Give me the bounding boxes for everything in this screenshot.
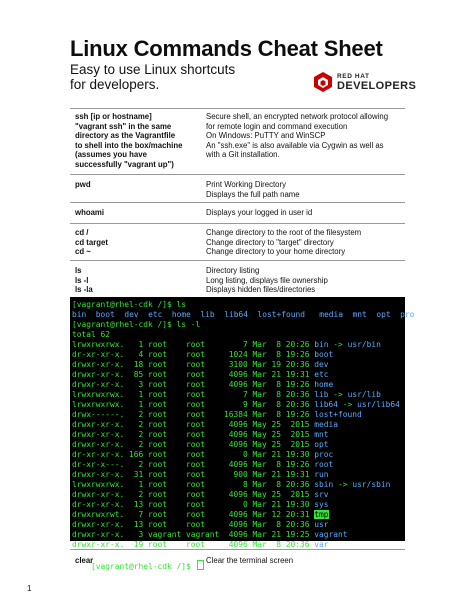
ls-long-entry: dr-xr-x---. 2 root root 4096 Mar 8 19:26 root bbox=[72, 460, 334, 469]
description-clear: Clear the terminal screen bbox=[206, 556, 294, 565]
ls-long-entry: drwxr-xr-x. 85 root root 4096 Mar 21 19:31 etc bbox=[72, 370, 329, 379]
page-title: Linux Commands Cheat Sheet bbox=[70, 36, 383, 61]
ls-long-entry: drwxr-xr-x. 2 root root 4096 May 25 2015 mnt bbox=[72, 430, 329, 439]
description-ls: Directory listing Long listing, displays file ownership Displays hidden files/directories bbox=[206, 266, 328, 294]
redhat-cube-icon bbox=[312, 71, 334, 93]
ls-output bbox=[72, 310, 424, 320]
terminal-prompt: [vagrant@rhel-cdk /]$ ls bbox=[72, 300, 187, 309]
divider bbox=[70, 223, 405, 224]
ls-long-entry: lrwxrwxrwx. 1 root root 7 Mar 8 20:36 lib -> usr/lib bbox=[72, 390, 381, 399]
ls-entry: home bbox=[171, 310, 191, 319]
ls-long-entry: drwx------. 2 root root 16384 Mar 8 19:26 lost+found bbox=[72, 410, 362, 419]
ls-entry: pro bbox=[400, 310, 415, 319]
ls-long-entry: drwxr-xr-x. 19 root root 4096 Mar 8 20:36 var bbox=[72, 540, 329, 549]
ls-long-entry: drwxr-xr-x. 3 vagrant vagrant 4096 Mar 21 19:25 vagrant bbox=[72, 530, 348, 539]
divider bbox=[70, 549, 405, 550]
ls-long-entry: lrwxrwxrwx. 1 root root 9 Mar 8 20:36 lib64 -> usr/lib64 bbox=[72, 400, 400, 409]
divider bbox=[70, 202, 405, 203]
ls-entry: lib64 bbox=[224, 310, 248, 319]
divider bbox=[70, 108, 405, 109]
ls-long-entry: lrwxrwxrwx. 1 root root 8 Mar 8 20:36 sbin -> usr/sbin bbox=[72, 480, 391, 489]
ls-entry: opt bbox=[376, 310, 391, 319]
ls-long-entry: dr-xr-xr-x. 4 root root 1024 Mar 8 19:26 boot bbox=[72, 350, 334, 359]
ls-long-entry: dr-xr-xr-x. 13 root root 0 Mar 21 19:30 sys bbox=[72, 500, 329, 509]
description-cd: Change directory to the root of the filesystem Change directory to "target" directory Change directory to your home directory bbox=[206, 228, 362, 256]
command-clear: clear bbox=[75, 556, 94, 565]
terminal-total: total 62 bbox=[72, 330, 111, 339]
subtitle-line: Easy to use Linux shortcuts bbox=[70, 62, 236, 77]
page-subtitle bbox=[70, 62, 270, 92]
description-pwd: Print Working Directory Displays the full path name bbox=[206, 180, 300, 199]
ls-entry: dev bbox=[124, 310, 139, 319]
command-ls: ls ls -l ls -la bbox=[75, 266, 93, 294]
divider bbox=[70, 174, 405, 175]
ls-long-entry: drwxr-xr-x. 2 root root 4096 May 25 2015 media bbox=[72, 420, 339, 429]
ls-entry: mnt bbox=[352, 310, 367, 319]
logo-line2: DEVELOPERS bbox=[337, 80, 417, 92]
ls-entry: bin bbox=[72, 310, 87, 319]
ls-long-entry: drwxr-xr-x. 18 root root 3100 Mar 19 20:36 dev bbox=[72, 360, 329, 369]
ls-long-entry: drwxr-xr-x. 2 root root 4096 May 25 2015 opt bbox=[72, 440, 329, 449]
ls-long-entry: drwxr-xr-x. 3 root root 4096 Mar 8 19:26 home bbox=[72, 380, 334, 389]
ls-long-entry: drwxr-xr-x. 31 root root 900 Mar 21 19:31 run bbox=[72, 470, 329, 479]
ls-entry: media bbox=[319, 310, 344, 319]
ls-entry: boot bbox=[95, 310, 115, 319]
logo-line1: RED HAT bbox=[337, 73, 370, 80]
ls-entry: etc bbox=[148, 310, 163, 319]
ls-long-entry: drwxr-xr-x. 2 root root 4096 May 25 2015 srv bbox=[72, 490, 329, 499]
ls-entry: lost+found bbox=[257, 310, 305, 319]
terminal-prompt-final: [vagrant@rhel-cdk /]$ bbox=[72, 550, 204, 582]
ls-long-entry: dr-xr-xr-x. 166 root root 0 Mar 21 19:30 proc bbox=[72, 450, 334, 459]
redhat-developers-logo bbox=[312, 71, 417, 97]
command-cd: cd / cd target cd ~ bbox=[75, 228, 108, 256]
command-pwd: pwd bbox=[75, 180, 91, 189]
command-ssh: ssh [ip or hostname] "vagrant ssh" in the same directory as the Vagrantfile to shell into the box/machine (assumes you have successfully "vagrant up") bbox=[75, 112, 183, 169]
subtitle-line: for developers. bbox=[70, 77, 160, 92]
ls-entry: lib bbox=[200, 310, 215, 319]
terminal-prompt: [vagrant@rhel-cdk /]$ ls -l bbox=[72, 320, 201, 329]
ls-long-entry: drwxr-xr-x. 13 root root 4096 Mar 8 20:36 usr bbox=[72, 520, 329, 529]
command-whoami: whoami bbox=[75, 208, 105, 217]
description-ssh: Secure shell, an encrypted network protocol allowing for remote login and command execution On Windows: PuTTY and WinSCP An "ssh.exe" is also available via Cygwin as well as with a Git installation. bbox=[206, 112, 389, 159]
ls-long-entry: lrwxrwxrwx. 1 root root 7 Mar 8 20:26 bin -> usr/bin bbox=[72, 340, 381, 349]
divider bbox=[70, 260, 405, 261]
page-number: 1 bbox=[27, 584, 32, 593]
ls-long-entry: drwxrwxrwt. 7 root root 4096 Mar 12 20:31 tmp bbox=[72, 510, 329, 519]
cursor bbox=[197, 560, 204, 570]
description-whoami: Displays your logged in user id bbox=[206, 208, 313, 217]
